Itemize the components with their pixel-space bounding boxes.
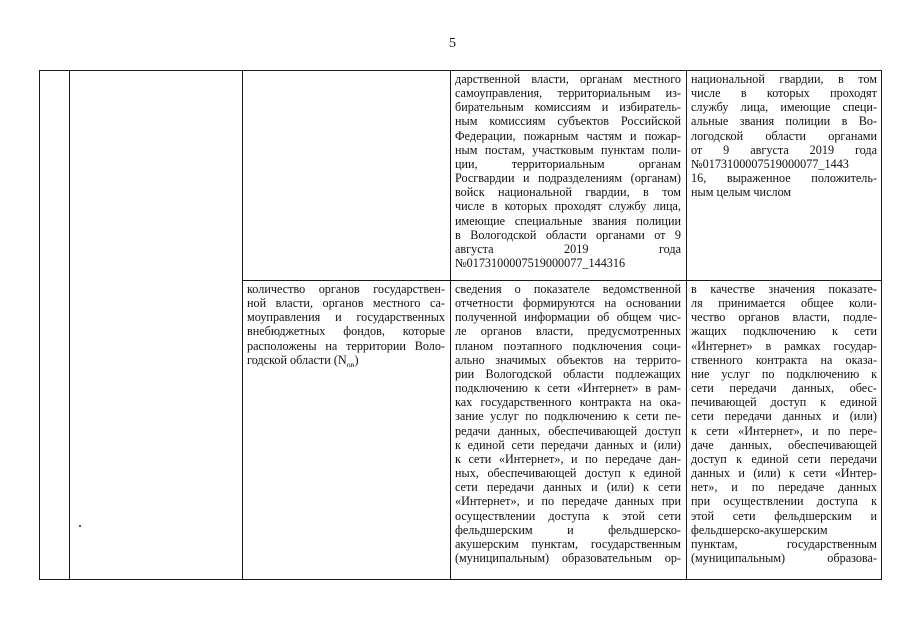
text-line: расположены на территории Воло- <box>247 338 445 353</box>
text-line: данных и (или) к сети «Интер- <box>691 466 877 481</box>
text-line: августа 2019 года <box>455 241 681 256</box>
text-line: числе в которых проходят службу лица, <box>455 199 681 214</box>
text-line: 16, выраженное положитель- <box>691 171 877 186</box>
text-line: от 9 августа 2019 года <box>691 142 877 157</box>
text-line: количество органов государствен- <box>247 282 445 296</box>
table-right-border <box>881 70 882 580</box>
text-line: моуправления и государственных <box>247 310 445 325</box>
text-line: числе в которых проходят <box>691 86 877 101</box>
text-line: сети передачи данных и (или) <box>691 409 877 424</box>
text-line: (муниципальным) образова- <box>691 550 877 565</box>
row2-source-cell <box>455 282 681 565</box>
text-line: доступ к единой сети передачи <box>691 451 877 466</box>
text-line: при осуществлении доступа к <box>691 494 877 509</box>
text-line: сети передачи данных и (или) к сети <box>455 480 681 495</box>
row1-source-cell <box>455 72 681 270</box>
text-fragment: годской области (N <box>247 352 347 367</box>
text-line: «Интернет», и по передаче данных при <box>455 494 681 509</box>
text-line: «Интернет» в рамках государ- <box>691 338 877 353</box>
text-line: ственного контракта на оказа- <box>691 352 877 367</box>
text-line: пунктам, государственным <box>691 536 877 551</box>
text-line: ции, территориальным органам <box>455 156 681 171</box>
text-line: ние услуг по подключению к <box>691 366 877 381</box>
text-line: ках государственного контракта на ока- <box>455 395 681 410</box>
text-line: ально значимых объектов на террито- <box>455 352 681 367</box>
text-line: жащих подключению к сети <box>691 324 877 339</box>
text-line: ных, обеспечивающей доступ к единой <box>455 466 681 481</box>
text-line: этой сети фельдшерским и <box>691 508 877 523</box>
text-line: имеющие специальные звания полиции <box>455 213 681 228</box>
text-line: подключению к сети «Интернет» в рам- <box>455 381 681 396</box>
column-divider-1 <box>69 70 70 580</box>
table-left-border <box>39 70 40 580</box>
text-line: сети передачи данных, обес- <box>691 381 877 396</box>
text-line: логодской области органами <box>691 128 877 143</box>
text-line: (муниципальным) образовательным ор- <box>455 550 681 565</box>
text-line: фельдшерско-акушерским <box>691 522 828 537</box>
row2-method-cell <box>691 282 877 565</box>
text-line: нет», и по передаче данных <box>691 480 877 495</box>
text-line: к единой сети передачи данных и (или) <box>455 437 681 452</box>
text-line: зание услуг по подключению к сети пе- <box>455 409 681 424</box>
text-line: национальной гвардии, в том <box>691 72 877 86</box>
text-line: ным постам, участковым пунктам поли- <box>455 142 681 157</box>
text-line: дарственной власти, органам местного <box>455 72 681 86</box>
text-line: чество органов власти, подле- <box>691 310 877 325</box>
text-line: отчетности формируются на основании <box>455 296 681 311</box>
text-line: печивающей доступ к единой <box>691 395 877 410</box>
text-line: бирательным комиссиям и избиратель- <box>455 100 681 115</box>
row1-method-cell <box>691 72 877 199</box>
column-divider-3 <box>450 70 451 580</box>
text-line: №0173100007519000077_1443 <box>691 156 849 171</box>
row2-indicator-cell <box>247 282 445 367</box>
text-line: самоуправления, территориальным из- <box>455 86 681 101</box>
page-number: 5 <box>449 36 456 51</box>
text-line: к сети «Интернет», и по передаче дан- <box>455 451 681 466</box>
text-line: осуществлении доступа к этой сети <box>455 508 681 523</box>
text-line: к сети «Интернет», и по пере- <box>691 423 877 438</box>
text-line: ля принимается общее коли- <box>691 296 877 311</box>
text-line: в Вологодской области органами от 9 <box>455 227 681 242</box>
subscript: ов <box>346 360 355 367</box>
table-bottom-border <box>39 579 882 580</box>
text-line: ным целым числом <box>691 185 792 200</box>
text-line: ным комиссиям субъектов Российской <box>455 114 681 129</box>
text-line: полученной информации об общем чис- <box>455 310 681 325</box>
text-line: редачи данных, обеспечивающей доступ <box>455 423 681 438</box>
column-divider-2 <box>242 70 243 580</box>
text-line <box>247 353 445 367</box>
text-line: планом поэтапного подключения соци- <box>455 338 681 353</box>
text-line: рии Вологодской области подлежащих <box>455 366 681 381</box>
column-divider-4 <box>686 70 687 580</box>
text-line: акушерским пунктам, государственным <box>455 536 681 551</box>
text-line: Федерации, пожарным частям и пожар- <box>455 128 681 143</box>
text-line: в качестве значения показате- <box>691 282 877 296</box>
text-line: даче данных, обеспечивающей <box>691 437 877 452</box>
row-divider <box>242 280 882 281</box>
text-line: Росгвардии и подразделениям (органам) <box>455 171 681 186</box>
table-top-border <box>39 70 882 71</box>
text-line: альные звания полиции в Во- <box>691 114 877 129</box>
text-fragment: ) <box>354 352 359 367</box>
text-line: сведения о показателе ведомственной <box>455 282 681 296</box>
text-line: ле органов власти, предусмотренных <box>455 324 681 339</box>
text-line: войск национальной гвардии, в том <box>455 185 681 200</box>
text-line: ной власти, органов местного са- <box>247 296 445 311</box>
text-line: №0173100007519000077_144316 <box>455 256 626 271</box>
text-line: службу лица, имеющие специ- <box>691 100 877 115</box>
text-line: фельдшерским и фельдшерско- <box>455 522 681 537</box>
text-line: внебюджетных фондов, которые <box>247 324 445 339</box>
stray-mark <box>79 525 81 527</box>
